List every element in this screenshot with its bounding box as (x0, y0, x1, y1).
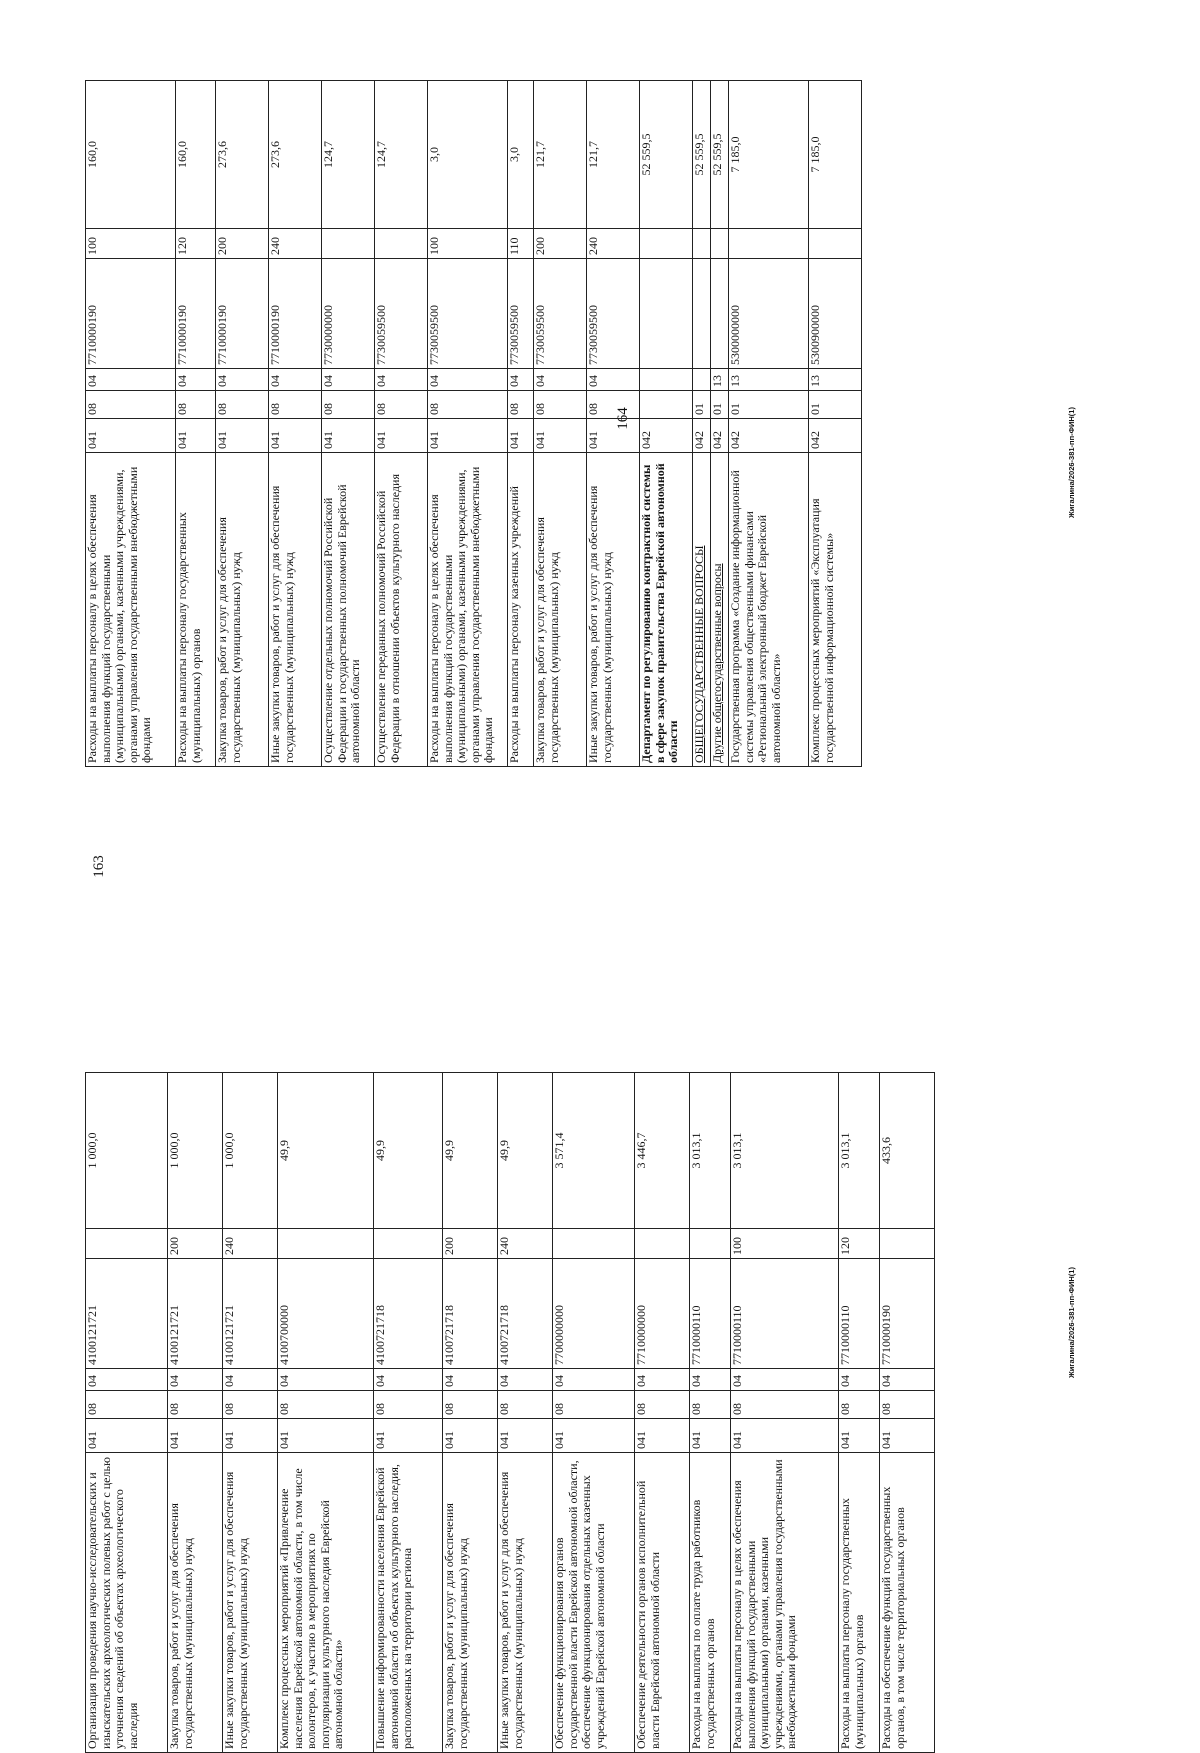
table-row (278, 1073, 374, 1753)
page-number-right: 164 (614, 407, 631, 430)
row-expense-type (322, 229, 375, 259)
row-amount: 3 446,7 (635, 1073, 690, 1229)
row-name: Расходы на выплаты персоналу в целях обеспечения выполнения функций государственными (муниципальными) органами, казенными учреждениями, органами управления государственными внебюджетными фондами (86, 453, 176, 767)
row-grbs-code: 041 (498, 1419, 553, 1453)
table-right-wrapper (85, 80, 862, 767)
row-amount: 3 013,1 (839, 1073, 880, 1229)
row-amount: 124,7 (322, 81, 375, 229)
row-subsection-code: 04 (839, 1369, 880, 1391)
row-expense-type: 200 (216, 229, 269, 259)
row-grbs-code: 041 (508, 419, 534, 453)
row-subsection-code: 04 (443, 1369, 498, 1391)
row-grbs-code: 041 (839, 1419, 880, 1453)
row-name: Иные закупки товаров, работ и услуг для обеспечения государственных (муниципальных) нужд (223, 1453, 278, 1753)
row-amount: 160,0 (86, 81, 176, 229)
row-expense-type: 120 (839, 1229, 880, 1259)
row-name: Обеспечение функционирования органов государственной власти Еврейской автономной области, обеспечение функционирования отдельных казенных учреждений Еврейской автономной области (553, 1453, 635, 1753)
row-name: Иные закупки товаров, работ и услуг для обеспечения государственных (муниципальных) нужд (498, 1453, 553, 1753)
row-expense-type (729, 229, 809, 259)
row-target-article (693, 259, 711, 369)
row-expense-type: 240 (498, 1229, 553, 1259)
row-subsection-code: 04 (278, 1369, 374, 1391)
row-name: Закупка товаров, работ и услуг для обеспечения государственных (муниципальных) нужд (216, 453, 269, 767)
row-expense-type (809, 229, 862, 259)
row-amount: 7 185,0 (729, 81, 809, 229)
row-section-code: 01 (809, 391, 862, 419)
row-expense-type: 200 (168, 1229, 223, 1259)
table-row (375, 81, 428, 767)
row-subsection-code: 04 (690, 1369, 731, 1391)
row-subsection-code: 04 (216, 369, 269, 391)
row-name: Обеспечение деятельности органов исполнительной власти Еврейской автономной области (635, 1453, 690, 1753)
row-expense-type: 240 (223, 1229, 278, 1259)
row-name: Осуществление отдельных полномочий Российской Федерации и государственных полномочий Еврейской автономной области (322, 453, 375, 767)
row-section-code: 08 (216, 391, 269, 419)
row-amount: 49,9 (443, 1073, 498, 1229)
row-target-article: 4100121721 (168, 1259, 223, 1369)
row-subsection-code: 04 (508, 369, 534, 391)
footer-right: Жигалина/2026-381-пп-ФИН(1) (1066, 407, 1076, 518)
row-subsection-code: 04 (635, 1369, 690, 1391)
table-row (508, 81, 534, 767)
row-name: Закупка товаров, работ и услуг для обеспечения государственных (муниципальных) нужд (534, 453, 587, 767)
row-amount: 121,7 (587, 81, 640, 229)
table-left-wrapper (85, 1072, 935, 1753)
row-name: Расходы на выплаты по оплате труда работников государственных органов (690, 1453, 731, 1753)
row-amount: 52 559,5 (711, 81, 729, 229)
table-row (729, 81, 809, 767)
row-section-code: 08 (428, 391, 508, 419)
table-row (428, 81, 508, 767)
row-subsection-code: 13 (711, 369, 729, 391)
row-target-article: 4100721718 (498, 1259, 553, 1369)
row-subsection-code: 04 (731, 1369, 839, 1391)
row-expense-type: 100 (428, 229, 508, 259)
table-row (693, 81, 711, 767)
row-grbs-code: 041 (553, 1419, 635, 1453)
row-grbs-code: 041 (176, 419, 216, 453)
table-row (880, 1073, 935, 1753)
row-section-code: 01 (711, 391, 729, 419)
row-amount: 273,6 (269, 81, 322, 229)
row-section-code: 08 (375, 391, 428, 419)
row-amount: 3,0 (508, 81, 534, 229)
row-subsection-code: 04 (587, 369, 640, 391)
row-section-code: 01 (729, 391, 809, 419)
row-target-article: 7710000110 (731, 1259, 839, 1369)
table-row (269, 81, 322, 767)
row-grbs-code: 041 (374, 1419, 443, 1453)
row-expense-type (690, 1229, 731, 1259)
row-name: ОБЩЕГОСУДАРСТВЕННЫЕ ВОПРОСЫ (693, 453, 711, 767)
row-subsection-code: 04 (880, 1369, 935, 1391)
row-grbs-code: 041 (587, 419, 640, 453)
row-grbs-code: 042 (809, 419, 862, 453)
row-amount: 3 013,1 (690, 1073, 731, 1229)
row-grbs-code: 041 (223, 1419, 278, 1453)
row-grbs-code: 041 (86, 1419, 168, 1453)
table-row (690, 1073, 731, 1753)
row-expense-type: 200 (443, 1229, 498, 1259)
row-amount: 3 571,4 (553, 1073, 635, 1229)
row-grbs-code: 041 (216, 419, 269, 453)
table-row (216, 81, 269, 767)
row-subsection-code: 04 (223, 1369, 278, 1391)
row-target-article: 7730059500 (428, 259, 508, 369)
table-row (168, 1073, 223, 1753)
row-target-article: 4100721718 (443, 1259, 498, 1369)
row-section-code: 08 (553, 1391, 635, 1419)
row-expense-type: 200 (534, 229, 587, 259)
row-subsection-code: 04 (374, 1369, 443, 1391)
table-row (534, 81, 587, 767)
row-grbs-code: 042 (729, 419, 809, 453)
row-expense-type: 120 (176, 229, 216, 259)
row-amount: 121,7 (534, 81, 587, 229)
row-expense-type (880, 1229, 935, 1259)
row-section-code: 08 (86, 1391, 168, 1419)
row-target-article: 7730059500 (587, 259, 640, 369)
row-name: Расходы на выплаты персоналу в целях обеспечения выполнения функций государственными (муниципальными) органами, казенными учреждениями, органами управления государственными внебюджетными фондами (428, 453, 508, 767)
row-subsection-code: 04 (168, 1369, 223, 1391)
row-section-code: 08 (269, 391, 322, 419)
row-target-article: 7730059500 (534, 259, 587, 369)
row-grbs-code: 042 (640, 419, 693, 453)
table-row (176, 81, 216, 767)
row-target-article (711, 259, 729, 369)
table-row (711, 81, 729, 767)
table-row (640, 81, 693, 767)
row-subsection-code (693, 369, 711, 391)
row-section-code: 08 (443, 1391, 498, 1419)
row-subsection-code: 04 (498, 1369, 553, 1391)
row-grbs-code: 041 (322, 419, 375, 453)
table-row (731, 1073, 839, 1753)
table-row (553, 1073, 635, 1753)
row-amount: 1 000,0 (223, 1073, 278, 1229)
row-target-article: 7710000000 (635, 1259, 690, 1369)
row-section-code: 08 (168, 1391, 223, 1419)
table-row (809, 81, 862, 767)
row-section-code: 08 (508, 391, 534, 419)
row-name: Комплекс процессных мероприятий «Привлечение населения Еврейской автономной области, в том числе волонтеров, к участию в мероприятиях по популяризации культурного наследия Еврейской автономной области» (278, 1453, 374, 1753)
row-grbs-code: 042 (693, 419, 711, 453)
row-amount: 3 013,1 (731, 1073, 839, 1229)
row-expense-type: 100 (86, 229, 176, 259)
page-number-left: 163 (90, 855, 107, 878)
row-section-code: 08 (731, 1391, 839, 1419)
row-section-code: 08 (86, 391, 176, 419)
row-subsection-code: 04 (375, 369, 428, 391)
row-amount: 1 000,0 (86, 1073, 168, 1229)
row-name: Расходы на выплаты персоналу в целях обеспечения выполнения функций государственными (муниципальными) органами, казенными учреждениями, органами управления государственными внебюджетными фондами (731, 1453, 839, 1753)
row-target-article: 7700000000 (553, 1259, 635, 1369)
row-amount: 273,6 (216, 81, 269, 229)
row-name: Организация проведения научно-исследовательских и изыскательских археологических полевых работ с целью уточнения сведений об объектах археологического наследия (86, 1453, 168, 1753)
row-grbs-code: 041 (428, 419, 508, 453)
table-row (839, 1073, 880, 1753)
row-target-article: 7710000190 (86, 259, 176, 369)
row-expense-type (278, 1229, 374, 1259)
row-expense-type: 110 (508, 229, 534, 259)
row-amount: 433,6 (880, 1073, 935, 1229)
row-expense-type: 240 (587, 229, 640, 259)
row-target-article: 4100721718 (374, 1259, 443, 1369)
row-target-article: 7710000190 (176, 259, 216, 369)
row-name: Иные закупки товаров, работ и услуг для обеспечения государственных (муниципальных) нужд (587, 453, 640, 767)
row-amount: 160,0 (176, 81, 216, 229)
row-amount: 52 559,5 (693, 81, 711, 229)
row-subsection-code: 13 (809, 369, 862, 391)
row-name: Государственная программа «Создание информационной системы управления общественными финансами «Региональный электронный бюджет Еврейской автономной области» (729, 453, 809, 767)
row-grbs-code: 041 (168, 1419, 223, 1453)
row-amount: 49,9 (498, 1073, 553, 1229)
row-section-code: 08 (498, 1391, 553, 1419)
row-grbs-code: 041 (269, 419, 322, 453)
table-row (223, 1073, 278, 1753)
footer-left: Жигалина/2026-381-пп-ФИН(1) (1066, 1267, 1076, 1378)
row-subsection-code: 04 (176, 369, 216, 391)
row-grbs-code: 041 (731, 1419, 839, 1453)
row-amount: 7 185,0 (809, 81, 862, 229)
row-section-code: 08 (278, 1391, 374, 1419)
row-target-article: 7730000000 (322, 259, 375, 369)
row-name: Комплекс процессных мероприятий «Эксплуатация государственной информационной системы» (809, 453, 862, 767)
row-name: Другие общегосударственные вопросы (711, 453, 729, 767)
row-amount: 49,9 (374, 1073, 443, 1229)
row-grbs-code: 041 (880, 1419, 935, 1453)
row-amount: 52 559,5 (640, 81, 693, 229)
row-grbs-code: 041 (635, 1419, 690, 1453)
budget-table-right (85, 80, 862, 767)
table-row (498, 1073, 553, 1753)
table-row (86, 81, 176, 767)
row-expense-type (553, 1229, 635, 1259)
row-name: Расходы на выплаты персоналу государственных (муниципальных) органов (176, 453, 216, 767)
row-target-article: 7730059500 (375, 259, 428, 369)
row-target-article: 4100121721 (86, 1259, 168, 1369)
table-row (635, 1073, 690, 1753)
row-subsection-code: 04 (322, 369, 375, 391)
row-expense-type: 240 (269, 229, 322, 259)
row-name: Расходы на выплаты персоналу казенных учреждений (508, 453, 534, 767)
row-target-article (640, 259, 693, 369)
row-section-code: 01 (693, 391, 711, 419)
row-expense-type (375, 229, 428, 259)
row-name: Расходы на выплаты персоналу государственных (муниципальных) органов (839, 1453, 880, 1753)
row-expense-type (86, 1229, 168, 1259)
row-grbs-code: 041 (534, 419, 587, 453)
row-target-article: 4100121721 (223, 1259, 278, 1369)
row-section-code: 08 (880, 1391, 935, 1419)
row-section-code (640, 391, 693, 419)
row-grbs-code: 042 (711, 419, 729, 453)
table-row (322, 81, 375, 767)
row-grbs-code: 041 (690, 1419, 731, 1453)
row-amount: 124,7 (375, 81, 428, 229)
row-grbs-code: 041 (278, 1419, 374, 1453)
row-name: Закупка товаров, работ и услуг для обеспечения государственных (муниципальных) нужд (443, 1453, 498, 1753)
row-grbs-code: 041 (86, 419, 176, 453)
row-target-article: 7710000190 (216, 259, 269, 369)
row-subsection-code: 13 (729, 369, 809, 391)
budget-table-left (85, 1072, 935, 1753)
row-target-article: 7710000190 (880, 1259, 935, 1369)
row-name: Расходы на обеспечение функций государственных органов, в том числе территориальных органов (880, 1453, 935, 1753)
row-name: Иные закупки товаров, работ и услуг для обеспечения государственных (муниципальных) нужд (269, 453, 322, 767)
row-target-article: 5300900000 (809, 259, 862, 369)
table-row (443, 1073, 498, 1753)
row-subsection-code (640, 369, 693, 391)
table-row (374, 1073, 443, 1753)
row-name: Повышение информированности населения Еврейской автономной области об объектах культурного наследия, расположенных на территории региона (374, 1453, 443, 1753)
row-grbs-code: 041 (443, 1419, 498, 1453)
row-expense-type (693, 229, 711, 259)
row-section-code: 08 (534, 391, 587, 419)
row-amount: 1 000,0 (168, 1073, 223, 1229)
row-name: Осуществление переданных полномочий Российской Федерации в отношении объектов культурного наследия (375, 453, 428, 767)
table-row (86, 1073, 168, 1753)
row-section-code: 08 (690, 1391, 731, 1419)
row-expense-type (711, 229, 729, 259)
row-target-article: 4100700000 (278, 1259, 374, 1369)
row-subsection-code: 04 (86, 369, 176, 391)
row-subsection-code: 04 (553, 1369, 635, 1391)
row-subsection-code: 04 (269, 369, 322, 391)
row-section-code: 08 (587, 391, 640, 419)
row-section-code: 08 (374, 1391, 443, 1419)
row-section-code: 08 (635, 1391, 690, 1419)
row-amount: 49,9 (278, 1073, 374, 1229)
row-target-article: 7710000110 (839, 1259, 880, 1369)
row-section-code: 08 (322, 391, 375, 419)
row-grbs-code: 041 (375, 419, 428, 453)
row-expense-type: 100 (731, 1229, 839, 1259)
table-row (587, 81, 640, 767)
row-subsection-code: 04 (428, 369, 508, 391)
row-target-article: 7730059500 (508, 259, 534, 369)
row-expense-type (640, 229, 693, 259)
row-name: Департамент по регулированию контрактной системы в сфере закупок правительства Еврейской автономной области (640, 453, 693, 767)
row-subsection-code: 04 (534, 369, 587, 391)
row-subsection-code: 04 (86, 1369, 168, 1391)
row-expense-type (635, 1229, 690, 1259)
row-name: Закупка товаров, работ и услуг для обеспечения государственных (муниципальных) нужд (168, 1453, 223, 1753)
row-target-article: 5300000000 (729, 259, 809, 369)
row-target-article: 7710000110 (690, 1259, 731, 1369)
row-section-code: 08 (223, 1391, 278, 1419)
row-expense-type (374, 1229, 443, 1259)
row-section-code: 08 (176, 391, 216, 419)
row-target-article: 7710000190 (269, 259, 322, 369)
row-section-code: 08 (839, 1391, 880, 1419)
row-amount: 3,0 (428, 81, 508, 229)
